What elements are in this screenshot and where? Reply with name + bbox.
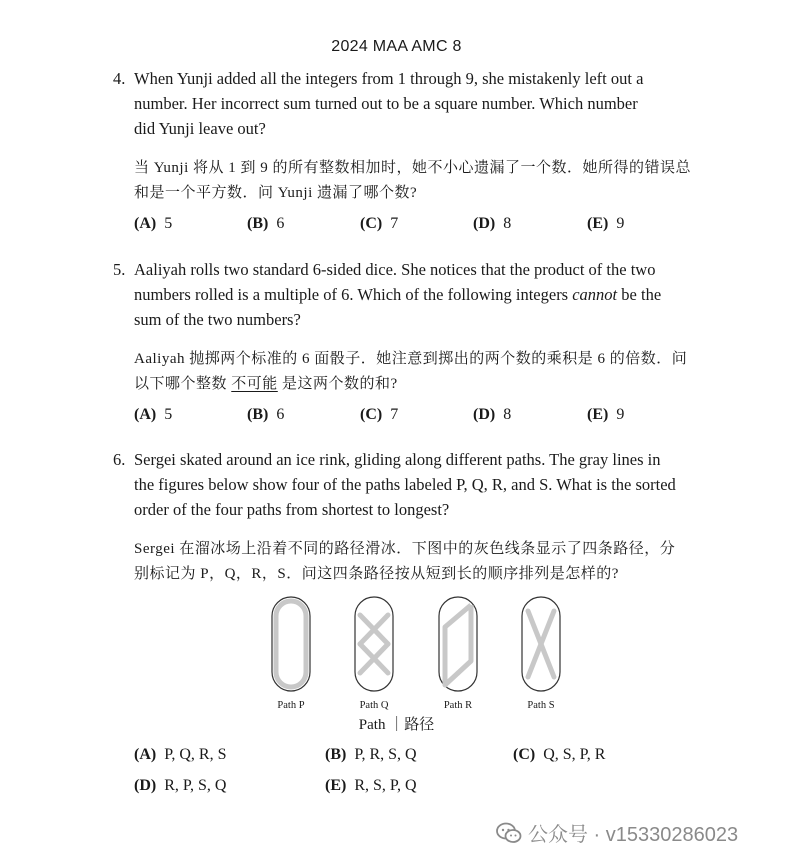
choice-b: (B) P, R, S, Q [325,746,417,763]
choice-e: (E) R, S, P, Q [325,777,417,794]
problem-number: 4. [113,69,126,88]
problem-text-en-line: numbers rolled is a multiple of 6. Which of the following integers cannot be the [134,285,662,304]
paths-figure [265,593,565,718]
wechat-icon [496,822,522,844]
path-label: Path R [443,700,473,711]
choice-c: (C) 7 [360,215,399,232]
problem-text-en-line: sum of the two numbers? [134,310,301,329]
choice-d: (D) 8 [473,406,512,423]
path-p-shape [272,597,310,691]
choice-e: (E) 9 [587,406,625,423]
watermark [496,818,738,847]
watermark-text: 公众号 · v15330286023 [528,824,739,846]
problem-text-en-line: When Yunji added all the integers from 1 through 9, she mistakenly left out a [134,69,644,88]
problem-text-cn-line: 别标记为 P，Q，R，S．问这四条路径按从短到长的顺序排列是怎样的? [134,566,619,582]
problem-text-en-line: did Yunji leave out? [134,119,266,138]
problem-number: 6. [113,450,126,469]
paths-figure-svg [265,593,565,693]
problem-text-en-line: number. Her incorrect sum turned out to be a square number. Which number [134,94,638,113]
choice-d: (D) R, P, S, Q [134,777,227,794]
choice-a: (A) P, Q, R, S [134,746,227,763]
emphasis-cannot: cannot [572,285,618,304]
figure-caption: Path ｜路径 [358,717,435,733]
path-q-shape [355,597,393,691]
choice-d: (D) 8 [473,215,512,232]
emphasis-underline: 不可能 [231,376,278,392]
page-title: 2024 MAA AMC 8 [331,38,462,55]
choice-a: (A) 5 [134,406,173,423]
problem-text-en-line: the figures below show four of the paths labeled P, Q, R, and S. What is the sorted [134,475,676,494]
problem-text-cn-line: 和是一个平方数．问 Yunji 遗漏了哪个数? [134,185,418,201]
path-r-shape [439,597,477,691]
choice-b: (B) 6 [247,406,285,423]
problem-text-en-line: Aaliyah rolls two standard 6-sided dice. She notices that the product of the two [134,260,656,279]
path-label: Path Q [359,700,389,711]
problem-text-en-line: Sergei skated around an ice rink, gliding along different paths. The gray lines in [134,450,661,469]
problem-text-cn-line: Aaliyah 抛掷两个标准的 6 面骰子．她注意到掷出的两个数的乘积是 6 的倍数．问 [134,351,688,367]
problem-text-cn-line: 当 Yunji 将从 1 到 9 的所有整数相加时，她不小心遗漏了一个数．她所得的错误总 [134,160,692,176]
choice-a: (A) 5 [134,215,173,232]
choice-b: (B) 6 [247,215,285,232]
path-s-shape [522,597,560,691]
problem-text-cn-line: Sergei 在溜冰场上沿着不同的路径滑冰．下图中的灰色线条显示了四条路径，分 [134,541,676,557]
path-label: Path S [527,700,555,711]
problem-text-cn-line: 以下哪个整数 不可能 是这两个数的和? [134,376,398,392]
problem-text-en-line: order of the four paths from shortest to longest? [134,500,450,519]
problem-number: 5. [113,260,126,279]
choice-c: (C) Q, S, P, R [513,746,606,763]
choice-c: (C) 7 [360,406,399,423]
choice-e: (E) 9 [587,215,625,232]
path-label: Path P [277,700,305,711]
